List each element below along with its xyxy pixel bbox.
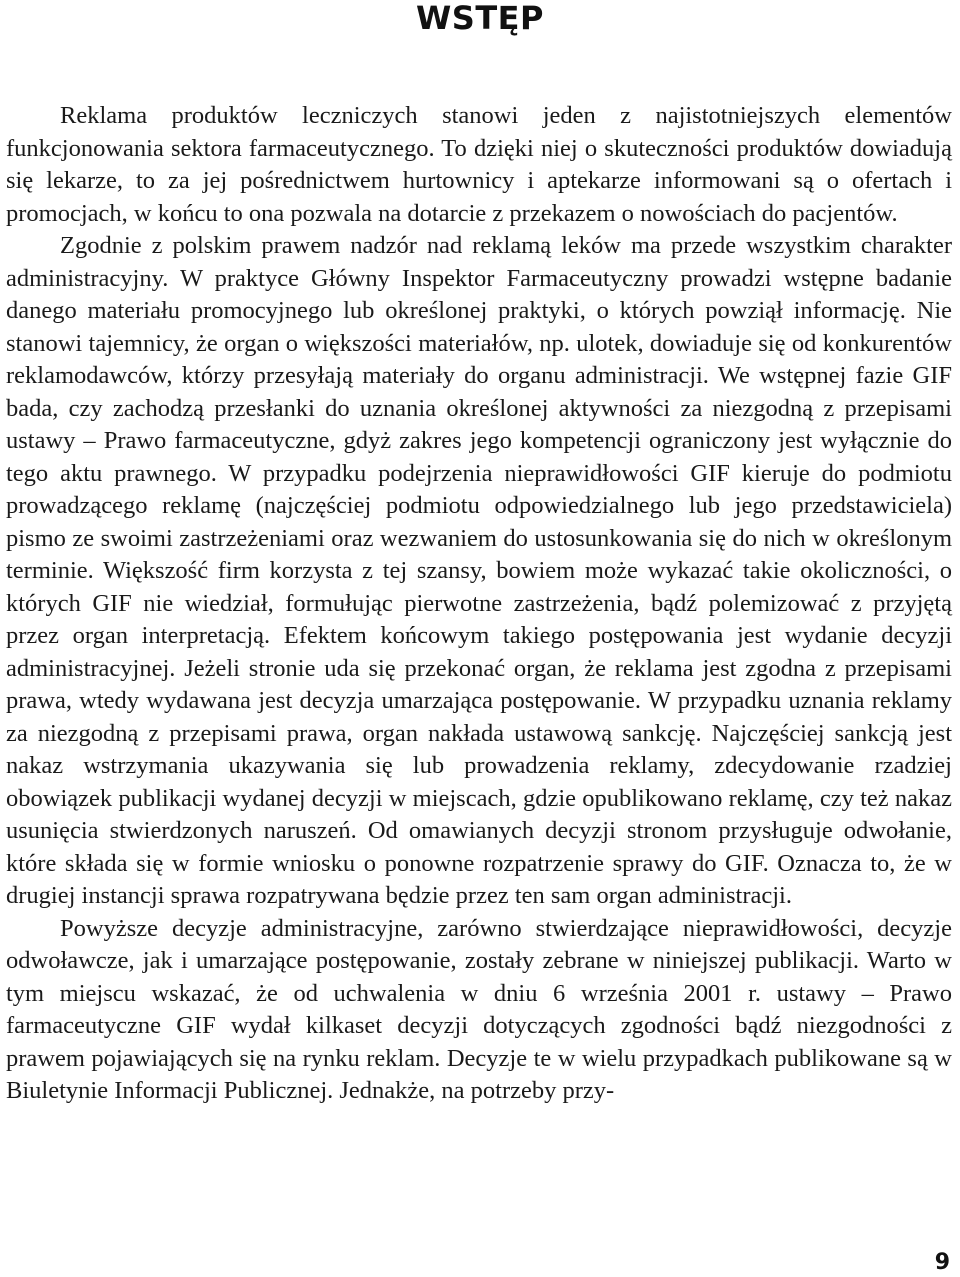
paragraph: Powyższe decyzje administracyjne, zarówno stwierdzające nieprawidłowości, decyzje odwoławcze, jak i umarzające postępowanie, zostały zebrane w niniejszej publikacji. Warto w tym miejscu wskazać, że od uchwalenia w dniu 6 września 2001 r. ustawy – Prawo farmaceutyczne GIF wydał kilkaset decyzji dotyczących zgodności bądź niezgodności z prawem pojawiających się na rynku reklam. Decyzje te w wielu przypadkach publikowane są w Biuletynie Informacji Publicznej. Jednakże, na potrzeby przy- [6,914,952,1104]
body-text [6,100,952,1108]
page-title: WSTĘP [416,0,544,37]
paragraph: Reklama produktów leczniczych stanowi jeden z najistotniejszych elementów funkcjonowania sektora farmaceutycznego. To dzięki niej o skuteczności produktów dowiadują się lekarze, to za jej pośrednictwem hurtownicy i aptekarze informowani są o ofertach i promocjach, w końcu to ona pozwala na dotarcie z przekazem o nowościach do pacjentów. [6,102,952,227]
paragraph: Zgodnie z polskim prawem nadzór nad reklamą leków ma przede wszystkim charakter administracyjny. W praktyce Główny Inspektor Farmaceutyczny prowadzi wstępne badanie danego materiału promocyjnego lub określonej praktyki, o których powziął informację. Nie stanowi tajemnicy, że organ o większości materiałów, np. ulotek, dowiaduje się od konkurentów reklamodawców, którzy przesyłają materiały do organu administracji. We wstępnej fazie GIF bada, czy zachodzą przesłanki do uznania określonej aktywności za niezgodną z przepisami ustawy – Prawo farmaceutyczne, gdyż zakres jego kompetencji ograniczony jest wyłącznie do tego aktu prawnego. W przypadku podejrzenia nieprawidłowości GIF kieruje do podmiotu prowadzącego reklamę (najczęściej podmiotu odpowiedzialnego lub jego przedstawiciela) pismo ze swoimi zastrzeżeniami oraz wezwaniem do ustosunkowania się do nich w określonym terminie. Większość firm korzysta z tej szansy, bowiem może wykazać takie okoliczności, o których GIF nie wiedział, formułując pierwotne zastrzeżenia, bądź polemizować z przyjętą przez organ interpretacją. Efektem końcowym takiego postępowania jest wydanie decyzji administracyjnej. Jeżeli stronie uda się przekonać organ, że reklama jest zgodna z przepisami prawa, wtedy wydawana jest decyzja umarzająca postępowanie. W przypadku uznania reklamy za niezgodną z przepisami prawa, organ nakłada ustawową sankcję. Najczęściej sankcją jest nakaz wstrzymania ukazywania się lub prowadzenia reklamy, zdecydowanie rzadziej obowiązek publikacji wydanej decyzji w miejscach, gdzie opublikowano reklamę, czy też nakaz usunięcia stwierdzonych naruszeń. Od omawianych decyzji stronom przysługuje odwołanie, które składa się w formie wniosku o ponowne rozpatrzenie sprawy do GIF. Oznacza to, że w drugiej instancji sprawa rozpatrywana będzie przez ten sam organ administracji. [6,232,952,909]
page-number: 9 [934,1250,950,1275]
